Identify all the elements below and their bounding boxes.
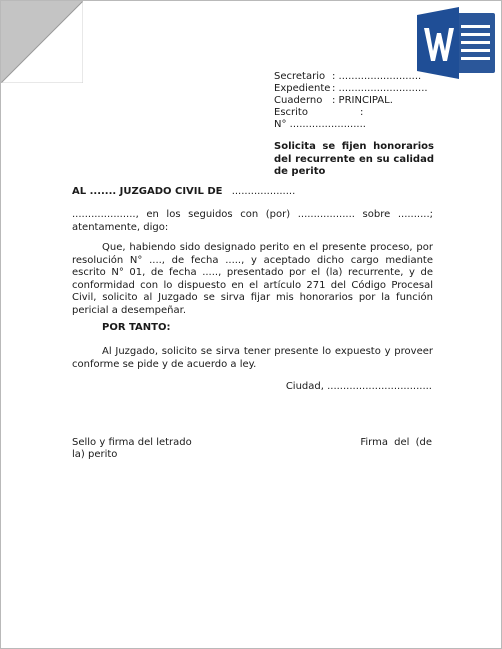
document-summary: Solicita se fijen honorarios del recurrente en su calidad de perito: [274, 141, 434, 177]
escrito-label: Escrito: [274, 107, 308, 118]
intro-paragraph: ...................., en los seguidos con (por) .................. sobre ..........; atentamente, digo:: [72, 209, 433, 233]
expert-signature-continuation: la) perito: [72, 449, 118, 460]
request-paragraph: Al Juzgado, solicito se sirva tener presente lo expuesto y proveer conforme se pide y de acuerdo a ley.: [72, 346, 433, 370]
expediente-label: Expediente: [274, 83, 331, 94]
secretario-value: : ..........................: [332, 71, 422, 82]
microsoft-word-icon: [417, 7, 497, 79]
cuaderno-label: Cuaderno: [274, 95, 323, 106]
court-heading: [72, 186, 295, 198]
court-heading-title: AL ....... JUZGADO CIVIL DE: [72, 186, 223, 197]
page-fold-icon: [1, 1, 83, 83]
por-tanto-heading: POR TANTO:: [102, 322, 171, 333]
cuaderno-value: : PRINCIPAL.: [332, 95, 393, 106]
expert-signature-label: Firma del (de: [360, 437, 432, 448]
numero-label: N° ........................: [274, 119, 366, 130]
body-paragraph: Que, habiendo sido designado perito en el presente proceso, por resolución N° ...., de fecha ....., y aceptado dicho cargo mediante escrito N° 01, de fecha ....., presentado por el (la) recurrente, y de conformidad con lo dispuesto en el artículo 271 del Código Procesal Civil, solicito al Juzgado se sirva fijar mis honorarios por la función pericial a desempeñar.: [72, 242, 433, 316]
city-date-line: Ciudad, .................................: [285, 381, 432, 392]
lawyer-signature-label: Sello y firma del letrado: [72, 437, 192, 448]
court-heading-blank: ....................: [231, 186, 296, 197]
secretario-label: Secretario: [274, 71, 326, 82]
expediente-value: : ............................: [332, 83, 428, 94]
escrito-value: :: [360, 107, 364, 118]
